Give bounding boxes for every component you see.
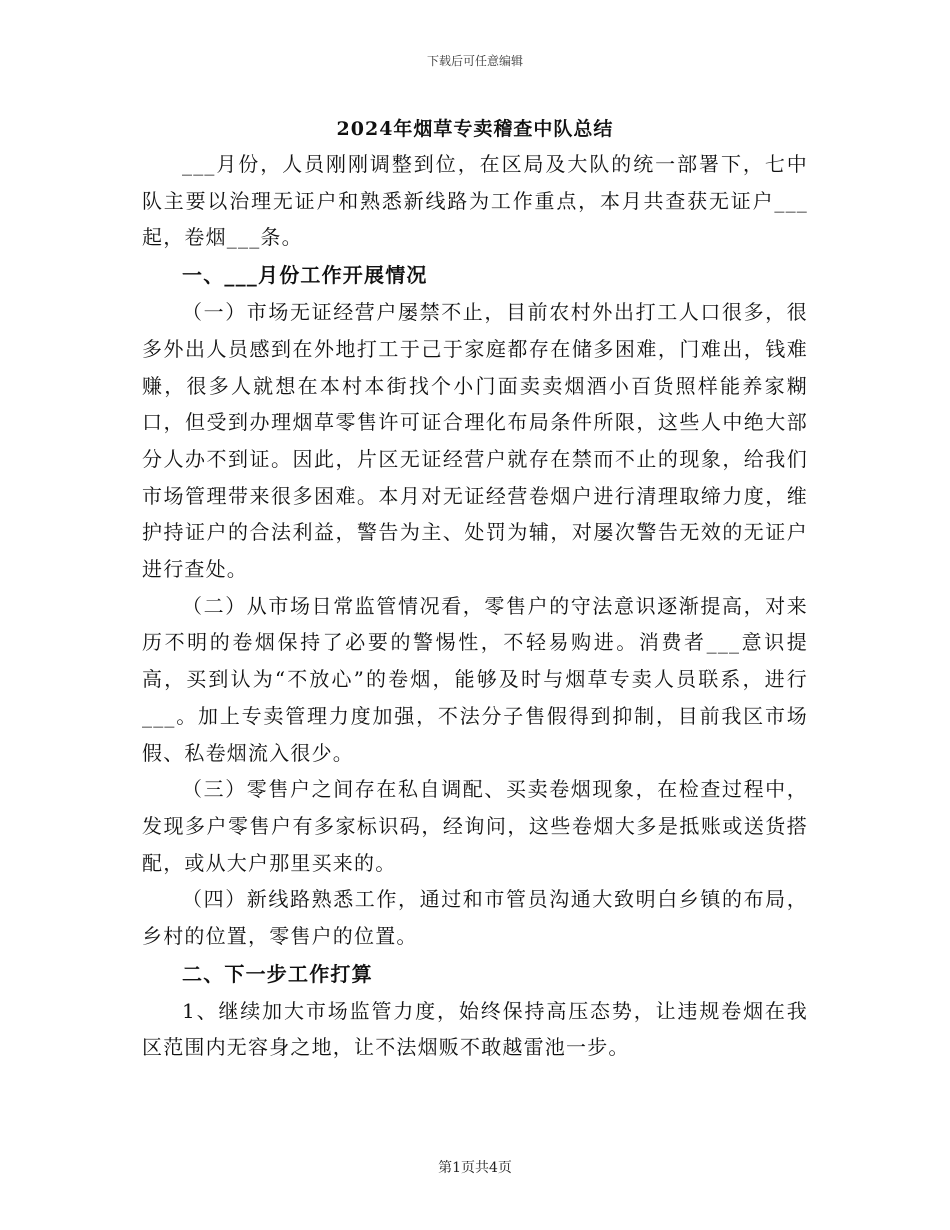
document-title: 2024年烟草专卖稽查中队总结 <box>336 118 614 140</box>
page-footer-number: 第1页共4页 <box>438 1160 512 1176</box>
section-heading-1: 一、___月份工作开展情况 <box>182 263 428 288</box>
intro-paragraph: ___月份，人员刚刚调整到位，在区局及大队的统一部署下，七中队主要以治理无证户和熟悉新线路为工作重点，本月共查获无证户___起，卷烟___条。 <box>142 152 808 250</box>
section1-paragraph-4: （四）新线路熟悉工作，通过和市管员沟通大致明白乡镇的布局，乡村的位置，零售户的位置。 <box>142 887 808 949</box>
section1-paragraph-2: （二）从市场日常监管情况看，零售户的守法意识逐渐提高，对来历不明的卷烟保持了必要的警惕性，不轻易购进。消费者___意识提高，买到认为“不放心”的卷烟，能够及时与烟草专卖人员联系，进行___。加上专卖管理力度加强，不法分子售假得到抑制，目前我区市场假、私卷烟流入很少。 <box>142 593 808 765</box>
section1-paragraph-3: （三）零售户之间存在私自调配、买卖卷烟现象，在检查过程中，发现多户零售户有多家标识码，经询问，这些卷烟大多是抵账或送货搭配，或从大户那里买来的。 <box>142 777 808 875</box>
section2-paragraph-1: 1、继续加大市场监管力度，始终保持高压态势，让违规卷烟在我区范围内无容身之地，让不法烟贩不敢越雷池一步。 <box>142 998 808 1060</box>
section1-paragraph-1: （一）市场无证经营户屡禁不止，目前农村外出打工人口很多，很多外出人员感到在外地打工于己于家庭都存在储多困难，门难出，钱难赚，很多人就想在本村本街找个小门面卖卖烟酒小百货照样能养家糊口，但受到办理烟草零售许可证合理化布局条件所限，这些人中绝大部分人办不到证。因此，片区无证经营户就存在禁而不止的现象，给我们市场管理带来很多困难。本月对无证经营卷烟户进行清理取缔力度，维护持证户的合法利益，警告为主、处罚为辅，对屡次警告无效的无证户进行查处。 <box>142 300 808 582</box>
document-body <box>142 112 808 1066</box>
page-header-note: 下载后可任意编辑 <box>426 54 523 68</box>
section-heading-2: 二、下一步工作打算 <box>182 961 373 986</box>
